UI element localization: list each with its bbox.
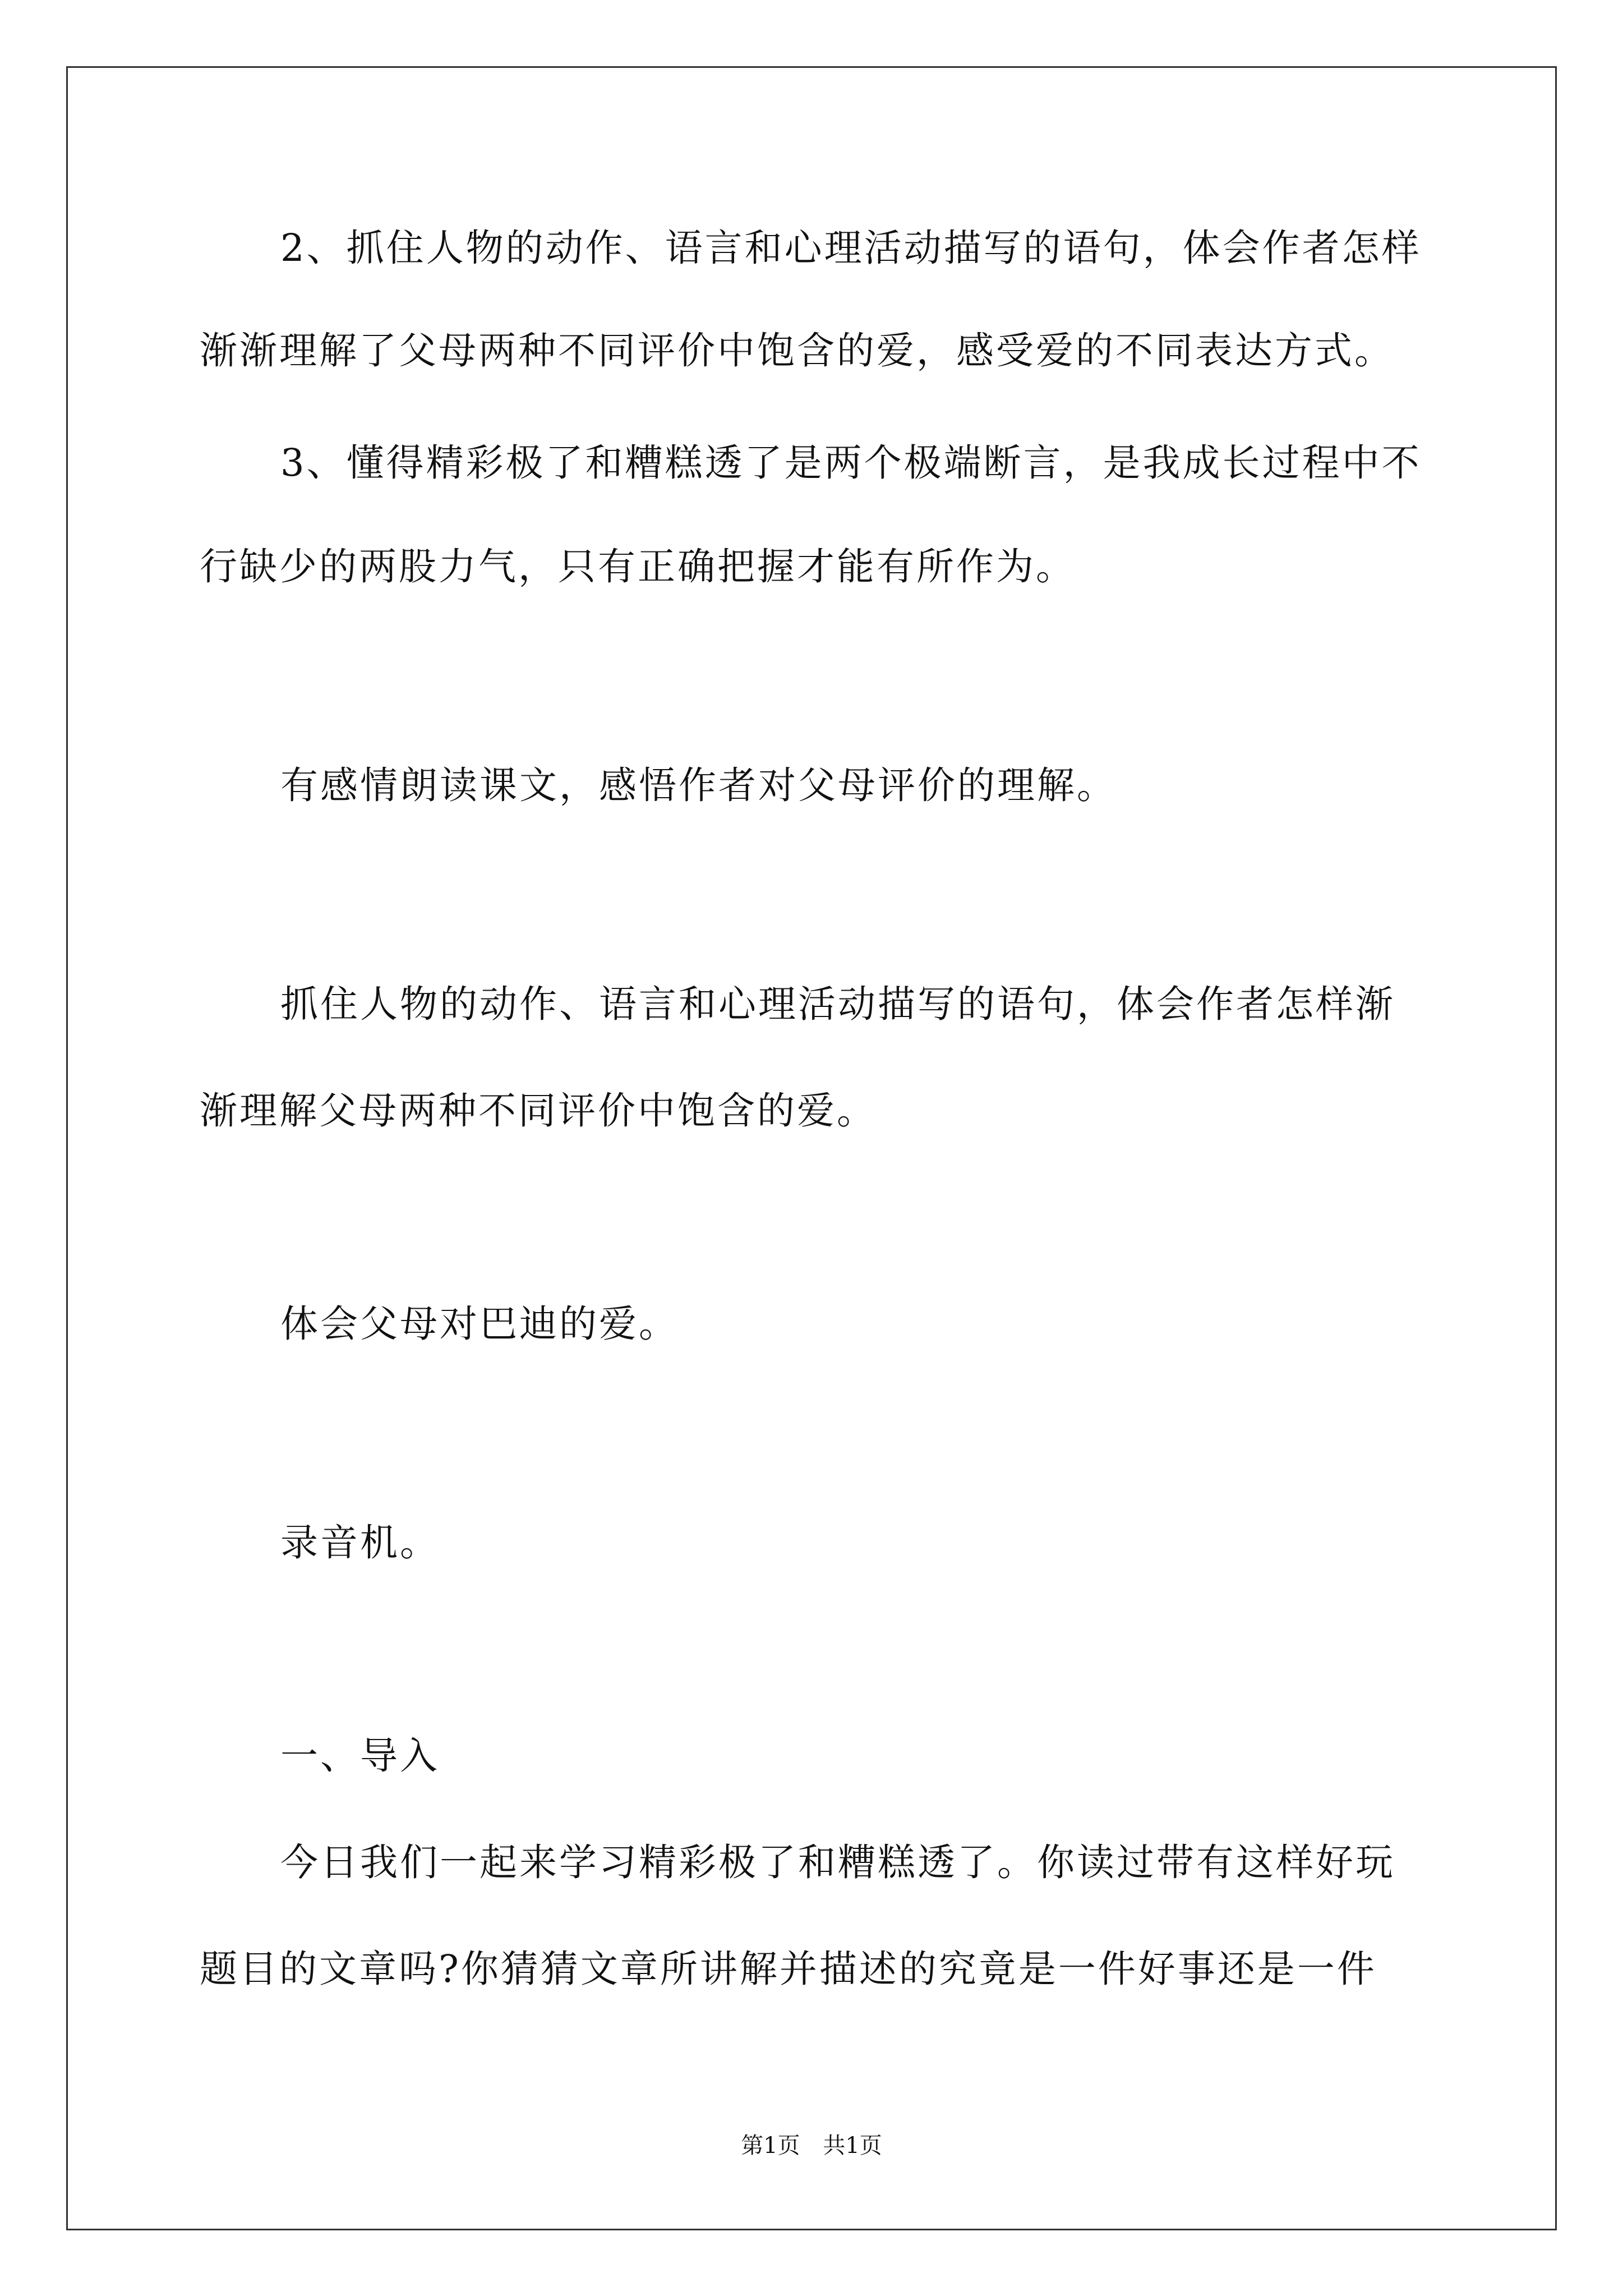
paragraph-line: 渐理解父母两种不同评价中饱含的爱。 — [200, 1089, 877, 1133]
page-footer — [0, 2129, 1623, 2162]
page-border — [66, 66, 1557, 2230]
page-number: 第1页 — [741, 2133, 800, 2159]
paragraph-line: 渐渐理解了父母两种不同评价中饱含的爱，感受爱的不同表达方式。 — [200, 329, 1394, 372]
paragraph-line: 行缺少的两股力气，只有正确把握才能有所作为。 — [200, 545, 1076, 588]
paragraph-line: 2、抓住人物的动作、语言和心理活动描写的语句，体会作者怎样 — [280, 226, 1422, 270]
section-heading: 一、导入 — [280, 1734, 440, 1778]
paragraph-line: 有感情朗读课文，感悟作者对父母评价的理解。 — [280, 763, 1117, 807]
paragraph-line: 3、懂得精彩极了和糟糕透了是两个极端断言，是我成长过程中不 — [280, 441, 1422, 485]
page-total: 共1页 — [823, 2133, 882, 2159]
paragraph-line: 录音机。 — [280, 1521, 440, 1565]
paragraph-line: 题目的文章吗?你猜猜文章所讲解并描述的究竟是一件好事还是一件 — [200, 1947, 1377, 1991]
paragraph-line: 体会父母对巴迪的爱。 — [280, 1302, 679, 1346]
paragraph-line: 抓住人物的动作、语言和心理活动描写的语句，体会作者怎样渐 — [280, 982, 1395, 1026]
paragraph-line: 今日我们一起来学习精彩极了和糟糕透了。你读过带有这样好玩 — [280, 1841, 1395, 1884]
